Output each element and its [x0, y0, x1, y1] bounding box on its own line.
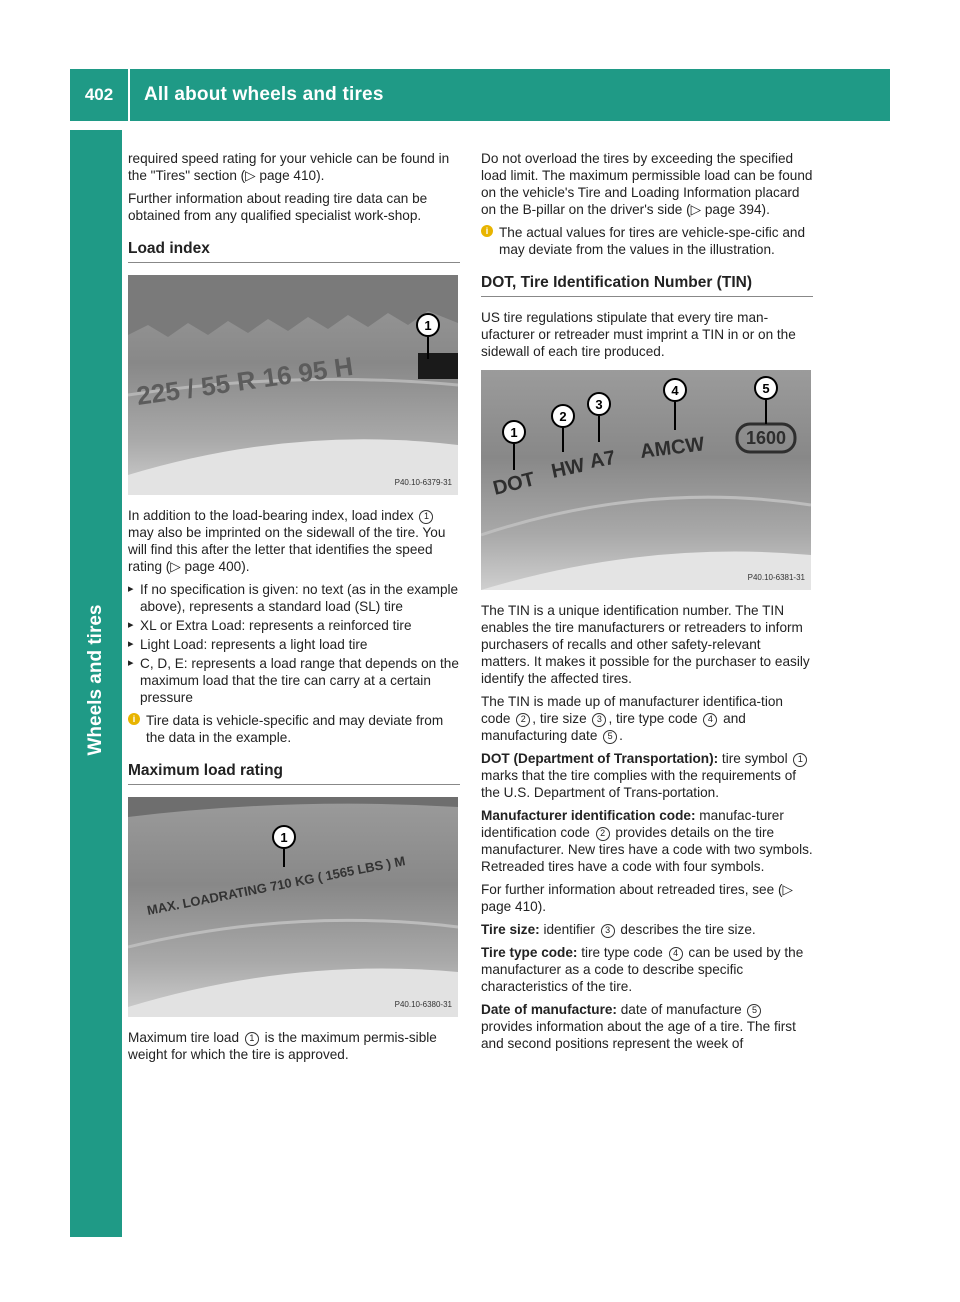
- tin-dot-text: DOT: [490, 468, 538, 500]
- marker-5-inline: 5: [747, 1004, 761, 1018]
- left-column: [128, 150, 460, 1069]
- figure-code: P40.10-6381-31: [747, 573, 805, 582]
- paragraph: For further information about retreaded tires, see (▷ page 410).: [481, 882, 793, 914]
- paragraph-tire-type: Tire type code: tire type code 4 can be used by the manufacturer as a code to describe specific characteristics of the tire.: [481, 945, 804, 994]
- marker-4: 4: [671, 383, 679, 398]
- list-item: ▸ C, D, E: represents a load range that depends on the maximum load that the tire can carry at a certain pressure: [128, 655, 460, 706]
- marker-5-inline: 5: [603, 730, 617, 744]
- bullet-list: [128, 581, 460, 706]
- paragraph: Do not overload the tires by exceeding the specified load limit. The maximum permissible load can be found on the vehicle's Tire and Loading Information placard on the B-pillar on the driver's side (▷ page 394).: [481, 151, 813, 217]
- list-item: ▸ If no specification is given: no text (as in the example above), represents a standard load (SL) tire: [128, 581, 460, 615]
- tin-amcw-text: AMCW: [638, 433, 706, 463]
- marker-4-inline: 4: [703, 713, 717, 727]
- tire-sidewall-image: [481, 370, 811, 590]
- paragraph: The TIN is a unique identification number. The TIN enables the tire manufacturers or retreaders to inform purchasers of recalls and other safety-relevant matters. It makes it possible for the purchaser to easily identify the affected tires.: [481, 603, 810, 686]
- tin-hw-text: HW: [549, 454, 587, 483]
- paragraph-date: Date of manufacture: date of manufacture 5 provides information about the age of a tire. The first and second positions represent the week of: [481, 1002, 796, 1051]
- marker-2-inline: 2: [596, 827, 610, 841]
- marker-3-inline: 3: [592, 713, 606, 727]
- side-tab-label: Wheels and tires: [85, 604, 106, 756]
- tin-a7-text: A7: [588, 446, 618, 473]
- paragraph-manufacturer: Manufacturer identification code: manufac-turer identification code 2 provides details on the tire manufacturer. New tires have a code with two symbols. Retreaded tires have a code with four symbols.: [481, 808, 813, 874]
- marker-1-inline: 1: [245, 1032, 259, 1046]
- info-icon: i: [128, 713, 140, 725]
- tire-marking-text: 225 / 55 R 16 95 H: [134, 350, 355, 411]
- right-column: [481, 150, 813, 1058]
- heading-maximum-load-rating: Maximum load rating: [128, 762, 460, 785]
- tire-sidewall-image: [128, 797, 458, 1017]
- heading-dot-tin: DOT, Tire Identification Number (TIN): [481, 274, 813, 297]
- figure-code: P40.10-6379-31: [394, 478, 452, 487]
- info-note: i Tire data is vehicle-specific and may deviate from the data in the example.: [128, 712, 460, 746]
- list-item: ▸ Light Load: represents a light load tire: [128, 636, 460, 653]
- page-number: 402: [84, 85, 114, 104]
- marker-3: 3: [595, 397, 603, 412]
- figure-load-index: [128, 275, 458, 495]
- marker-1: 1: [510, 425, 518, 440]
- marker-2-inline: 2: [516, 713, 530, 727]
- figure-code: P40.10-6380-31: [394, 1000, 452, 1009]
- tin-date-text: 1600: [745, 428, 787, 448]
- paragraph-dot: DOT (Department of Transportation): tire symbol 1 marks that the tire complies with the requirements of the U.S. Department of Trans-portation.: [481, 750, 813, 801]
- marker-5: 5: [762, 381, 770, 396]
- paragraph-tin-parts: The TIN is made up of manufacturer identifica-tion code 2 , tire size 3 , tire type code 4 and manufacturing date 5 .: [481, 694, 783, 743]
- chapter-title: All about wheels and tires: [144, 84, 384, 105]
- marker-1: 1: [280, 830, 288, 845]
- marker-4-inline: 4: [669, 947, 683, 961]
- paragraph-tire-size: Tire size: identifier 3 describes the tire size.: [481, 922, 756, 937]
- figure-max-load: [128, 797, 458, 1017]
- marker-3-inline: 3: [601, 924, 615, 938]
- marker-1-inline: 1: [419, 510, 433, 524]
- marker-1: 1: [424, 318, 432, 333]
- heading-load-index: Load index: [128, 240, 460, 263]
- page-header: [70, 69, 890, 121]
- figure-dot-tin: [481, 370, 811, 590]
- paragraph-load-index: In addition to the load-bearing index, load index 1 may also be imprinted on the sidewall of the tire. You will find this after the letter that identifies the speed rating (▷ page 400).: [128, 508, 446, 574]
- paragraph: Further information about reading tire data can be obtained from any qualified specialist work-shop.: [128, 191, 428, 223]
- paragraph: required speed rating for your vehicle can be found in the "Tires" section (▷ page 410).: [128, 151, 450, 183]
- list-item: ▸ XL or Extra Load: represents a reinforced tire: [128, 617, 460, 634]
- info-icon: i: [481, 225, 493, 237]
- marker-1-inline: 1: [793, 753, 807, 767]
- info-note: i The actual values for tires are vehicle-spe-cific and may deviate from the values in the illustration.: [481, 224, 813, 258]
- paragraph: US tire regulations stipulate that every tire man-ufacturer or retreader must imprint a TIN in or on the sidewall of each tire produced.: [481, 310, 796, 359]
- marker-2: 2: [559, 409, 567, 424]
- paragraph-max-load: Maximum tire load 1 is the maximum permis-sible weight for which the tire is approved.: [128, 1030, 437, 1062]
- tire-sidewall-image: [128, 275, 458, 495]
- tire-marking-text: MAX. LOADRATING 710 KG ( 1565 LBS ) M: [145, 853, 407, 918]
